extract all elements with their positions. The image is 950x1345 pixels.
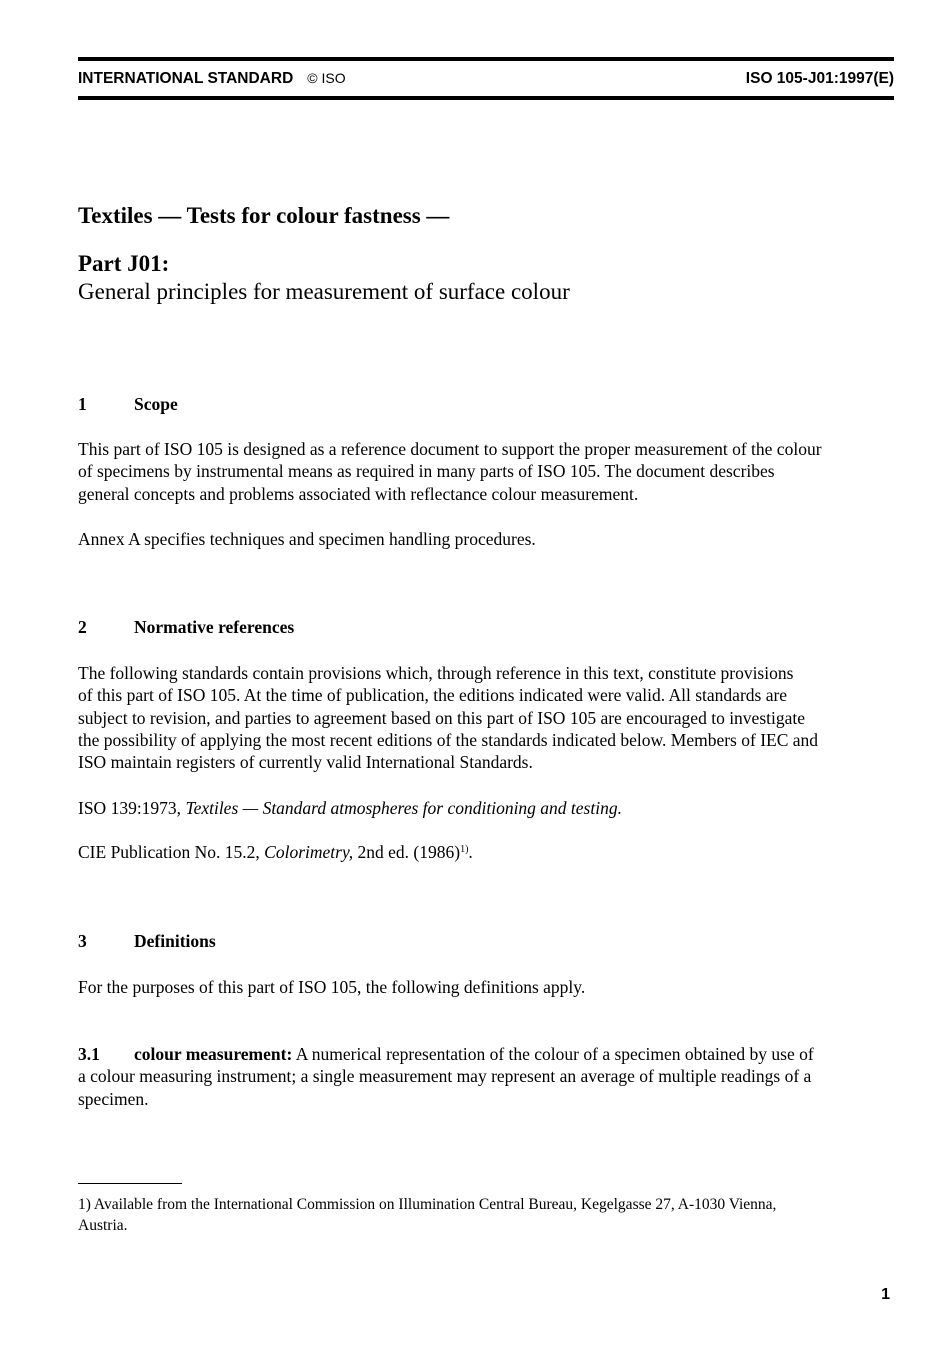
text-line: Austria.	[78, 1217, 128, 1234]
annex-paragraph: Annex A specifies techniques and specimen handling procedures.	[78, 529, 536, 549]
section-heading-scope	[78, 394, 178, 415]
text-line: a colour measuring instrument; a single measurement may represent an average of multiple readings of a	[78, 1066, 812, 1087]
definition-3-1	[78, 1043, 908, 1110]
reference-title: Colorimetry,	[264, 842, 354, 862]
text-line: This part of ISO 105 is designed as a reference document to support the proper measurement of the colour	[78, 439, 822, 459]
header-top-rule	[78, 57, 894, 61]
footnote-ref[interactable]: 1)	[460, 844, 469, 855]
text-line: of this part of ISO 105. At the time of publication, the editions indicated were valid. All standards are	[78, 685, 788, 706]
text-line: of specimens by instrumental means as required in many parts of ISO 105. The document describes	[78, 461, 775, 482]
section-number: 2	[78, 617, 87, 637]
section-number: 3	[78, 931, 87, 951]
text-line: The following standards contain provisions which, through reference in this text, constitute provisions	[78, 663, 794, 683]
section-title: Scope	[134, 394, 178, 414]
text-line: specimen.	[78, 1088, 149, 1109]
section-number: 1	[78, 394, 87, 414]
text-line: the possibility of applying the most recent editions of the standards indicated below. Members of IEC and	[78, 729, 819, 750]
definitions-intro: For the purposes of this part of ISO 105, the following definitions apply.	[78, 977, 586, 997]
section-heading-normative-references	[78, 617, 294, 638]
scope-paragraph	[78, 438, 908, 505]
punctuation: .	[468, 842, 473, 862]
reference-cie	[78, 841, 908, 863]
doc-part: Part J01:	[78, 251, 170, 276]
header-left	[78, 70, 346, 88]
normative-paragraph	[78, 662, 908, 773]
definition-term: colour measurement:	[134, 1044, 293, 1064]
reference-edition: 2nd ed. (1986)	[353, 842, 461, 862]
section-heading-definitions	[78, 931, 216, 952]
reference-id: CIE Publication No. 15.2,	[78, 842, 265, 862]
reference-title: Textiles — Standard atmospheres for conditioning and testing.	[185, 798, 622, 818]
reference-id: ISO 139:1973,	[78, 798, 186, 818]
definition-number: 3.1	[78, 1044, 100, 1064]
header-standard-label: INTERNATIONAL STANDARD	[78, 70, 294, 87]
text-line: general concepts and problems associated with reflectance colour measurement.	[78, 483, 639, 504]
footnote-separator	[78, 1183, 182, 1184]
header-bottom-rule	[78, 96, 894, 100]
footnote	[78, 1194, 776, 1236]
text-line: subject to revision, and parties to agreement based on this part of ISO 105 are encouraged to investigate	[78, 707, 806, 728]
doc-subtitle: General principles for measurement of surface colour	[78, 279, 570, 304]
text-line: ISO maintain registers of currently valid International Standards.	[78, 752, 533, 773]
section-title: Normative references	[134, 617, 295, 637]
header-doc-id: ISO 105-J01:1997(E)	[745, 70, 894, 87]
reference-iso-139	[78, 797, 908, 819]
text-line: 1) Available from the International Commission on Illumination Central Bureau, Kegelgasse 27, A-1030 Vienna,	[78, 1196, 777, 1213]
doc-title: Textiles — Tests for colour fastness —	[78, 203, 450, 228]
section-title: Definitions	[134, 931, 216, 951]
header-copyright: © ISO	[307, 70, 346, 86]
page-number: 1	[881, 1286, 890, 1303]
text-line: A numerical representation of the colour of a specimen obtained by use of	[292, 1044, 814, 1064]
